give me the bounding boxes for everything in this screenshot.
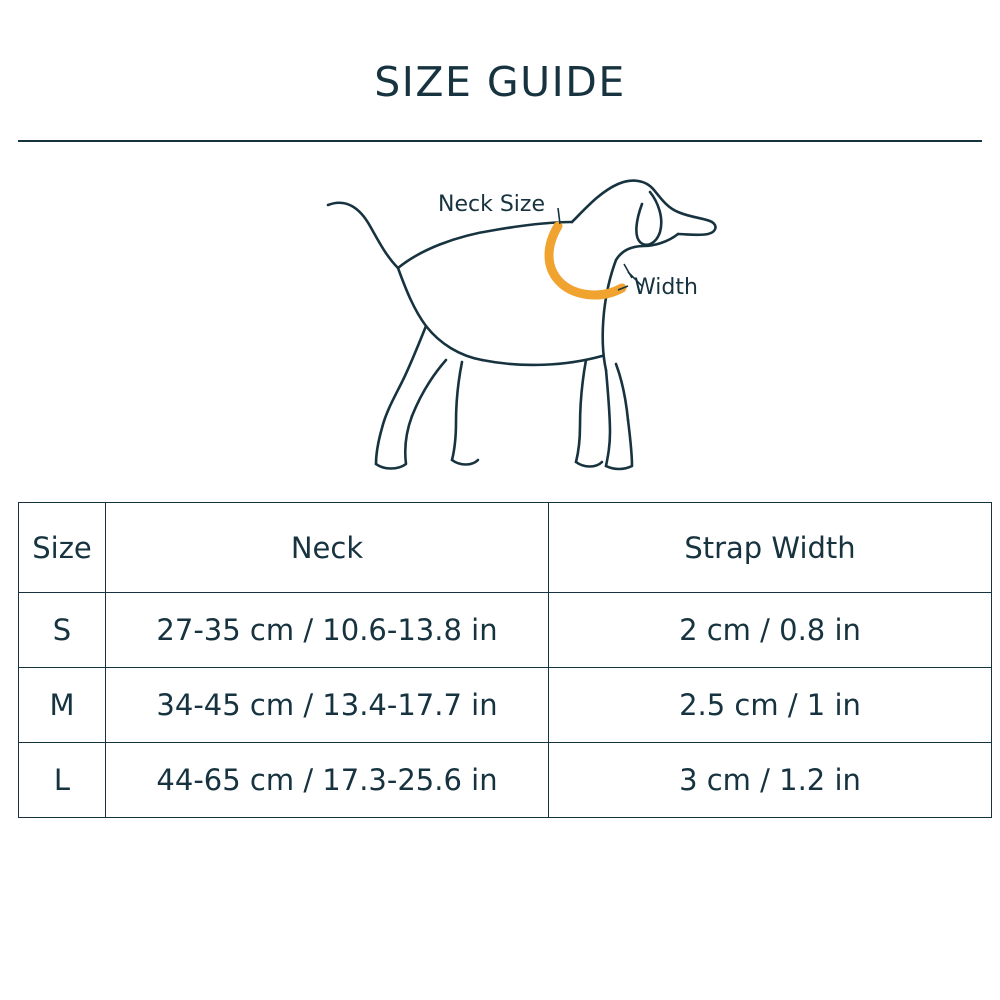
width-label: Width: [634, 275, 698, 300]
table-row: [19, 593, 992, 668]
table-row: [19, 668, 992, 743]
table-header-row: [19, 503, 992, 593]
cell-neck: 34-45 cm / 13.4-17.7 in: [106, 668, 549, 743]
title-divider: [18, 140, 982, 142]
column-header-strap-width: Strap Width: [549, 503, 992, 593]
cell-size: L: [19, 743, 106, 818]
collar-highlight: [549, 226, 622, 295]
column-header-size: Size: [19, 503, 106, 593]
size-table: [18, 502, 992, 818]
cell-neck: 44-65 cm / 17.3-25.6 in: [106, 743, 549, 818]
cell-neck: 27-35 cm / 10.6-13.8 in: [106, 593, 549, 668]
cell-size: S: [19, 593, 106, 668]
column-header-neck: Neck: [106, 503, 549, 593]
table-row: [19, 743, 992, 818]
cell-strap: 2 cm / 0.8 in: [549, 593, 992, 668]
cell-size: M: [19, 668, 106, 743]
cell-strap: 2.5 cm / 1 in: [549, 668, 992, 743]
neck-size-label: Neck Size: [438, 192, 545, 217]
page-title: SIZE GUIDE: [374, 58, 626, 106]
cell-strap: 3 cm / 1.2 in: [549, 743, 992, 818]
